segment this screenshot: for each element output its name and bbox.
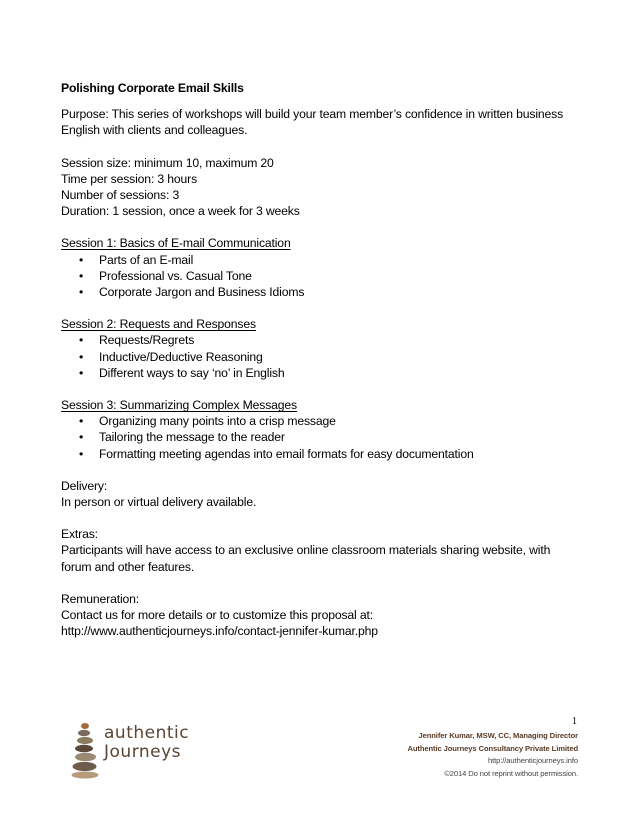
list-item: • Requests/Regrets <box>79 333 195 348</box>
list-item: • Professional vs. Casual Tone <box>79 268 252 283</box>
bullet-icon: • <box>79 446 84 461</box>
list-item: • Inductive/Deductive Reasoning <box>79 349 263 364</box>
document-title: Polishing Corporate Email Skills <box>61 81 244 95</box>
page-number: 1 <box>572 716 577 727</box>
session-1-heading: Session 1: Basics of E-mail Communication <box>61 236 291 251</box>
session-2-list <box>61 332 581 381</box>
session-3-list <box>61 413 581 462</box>
bullet-icon: • <box>79 430 84 445</box>
footer-copyright: ©2014 Do not reprint without permission. <box>444 768 578 778</box>
extras-heading: Extras: <box>61 527 98 542</box>
footer-contact <box>407 730 578 780</box>
logo-wordmark: authentic Journeys <box>104 723 190 762</box>
detail-number-of-sessions: Number of sessions: 3 <box>61 188 180 203</box>
session-2-heading: Session 2: Requests and Responses <box>61 317 256 332</box>
footer-website[interactable]: http://authenticjourneys.info <box>488 756 578 765</box>
detail-time-per-session: Time per session: 3 hours <box>61 171 198 186</box>
bullet-icon: • <box>79 333 84 348</box>
list-item: • Organizing many points into a crisp message <box>79 414 336 429</box>
bullet-icon: • <box>79 349 84 364</box>
list-item: • Formatting meeting agendas into email formats for easy documentation <box>79 446 474 461</box>
detail-session-size: Session size: minimum 10, maximum 20 <box>61 155 274 170</box>
list-item: • Tailoring the message to the reader <box>79 430 285 445</box>
authentic-journeys-logo <box>70 720 190 780</box>
contact-url[interactable]: http://www.authenticjourneys.info/contact-jennifer-kumar.php <box>61 624 378 639</box>
remuneration-heading: Remuneration: <box>61 591 139 606</box>
session-3-heading: Session 3: Summarizing Complex Messages <box>61 398 297 413</box>
session-1-list <box>61 252 581 301</box>
footer-company: Authentic Journeys Consultancy Private Limited <box>407 743 578 753</box>
footer-author: Jennifer Kumar, MSW, CC, Managing Director <box>418 731 578 740</box>
remuneration-text: Contact us for more details or to customize this proposal at: <box>61 608 373 623</box>
bullet-icon: • <box>79 285 84 300</box>
document-body <box>61 80 581 639</box>
extras-text: Participants will have access to an exclusive online classroom materials sharing website, with forum and other features. <box>61 543 551 574</box>
bullet-icon: • <box>79 365 84 380</box>
delivery-heading: Delivery: <box>61 478 108 493</box>
bullet-icon: • <box>79 414 84 429</box>
bullet-icon: • <box>79 268 84 283</box>
detail-duration: Duration: 1 session, once a week for 3 weeks <box>61 204 300 219</box>
list-item: • Corporate Jargon and Business Idioms <box>79 285 305 300</box>
list-item: • Different ways to say ‘no’ in English <box>79 365 285 380</box>
stacked-stones-icon <box>70 720 100 780</box>
purpose-text: Purpose: This series of workshops will build your team member’s confidence in written business English with clients and colleagues. <box>61 107 564 138</box>
bullet-icon: • <box>79 252 84 267</box>
list-item: • Parts of an E-mail <box>79 252 194 267</box>
delivery-text: In person or virtual delivery available. <box>61 495 257 510</box>
